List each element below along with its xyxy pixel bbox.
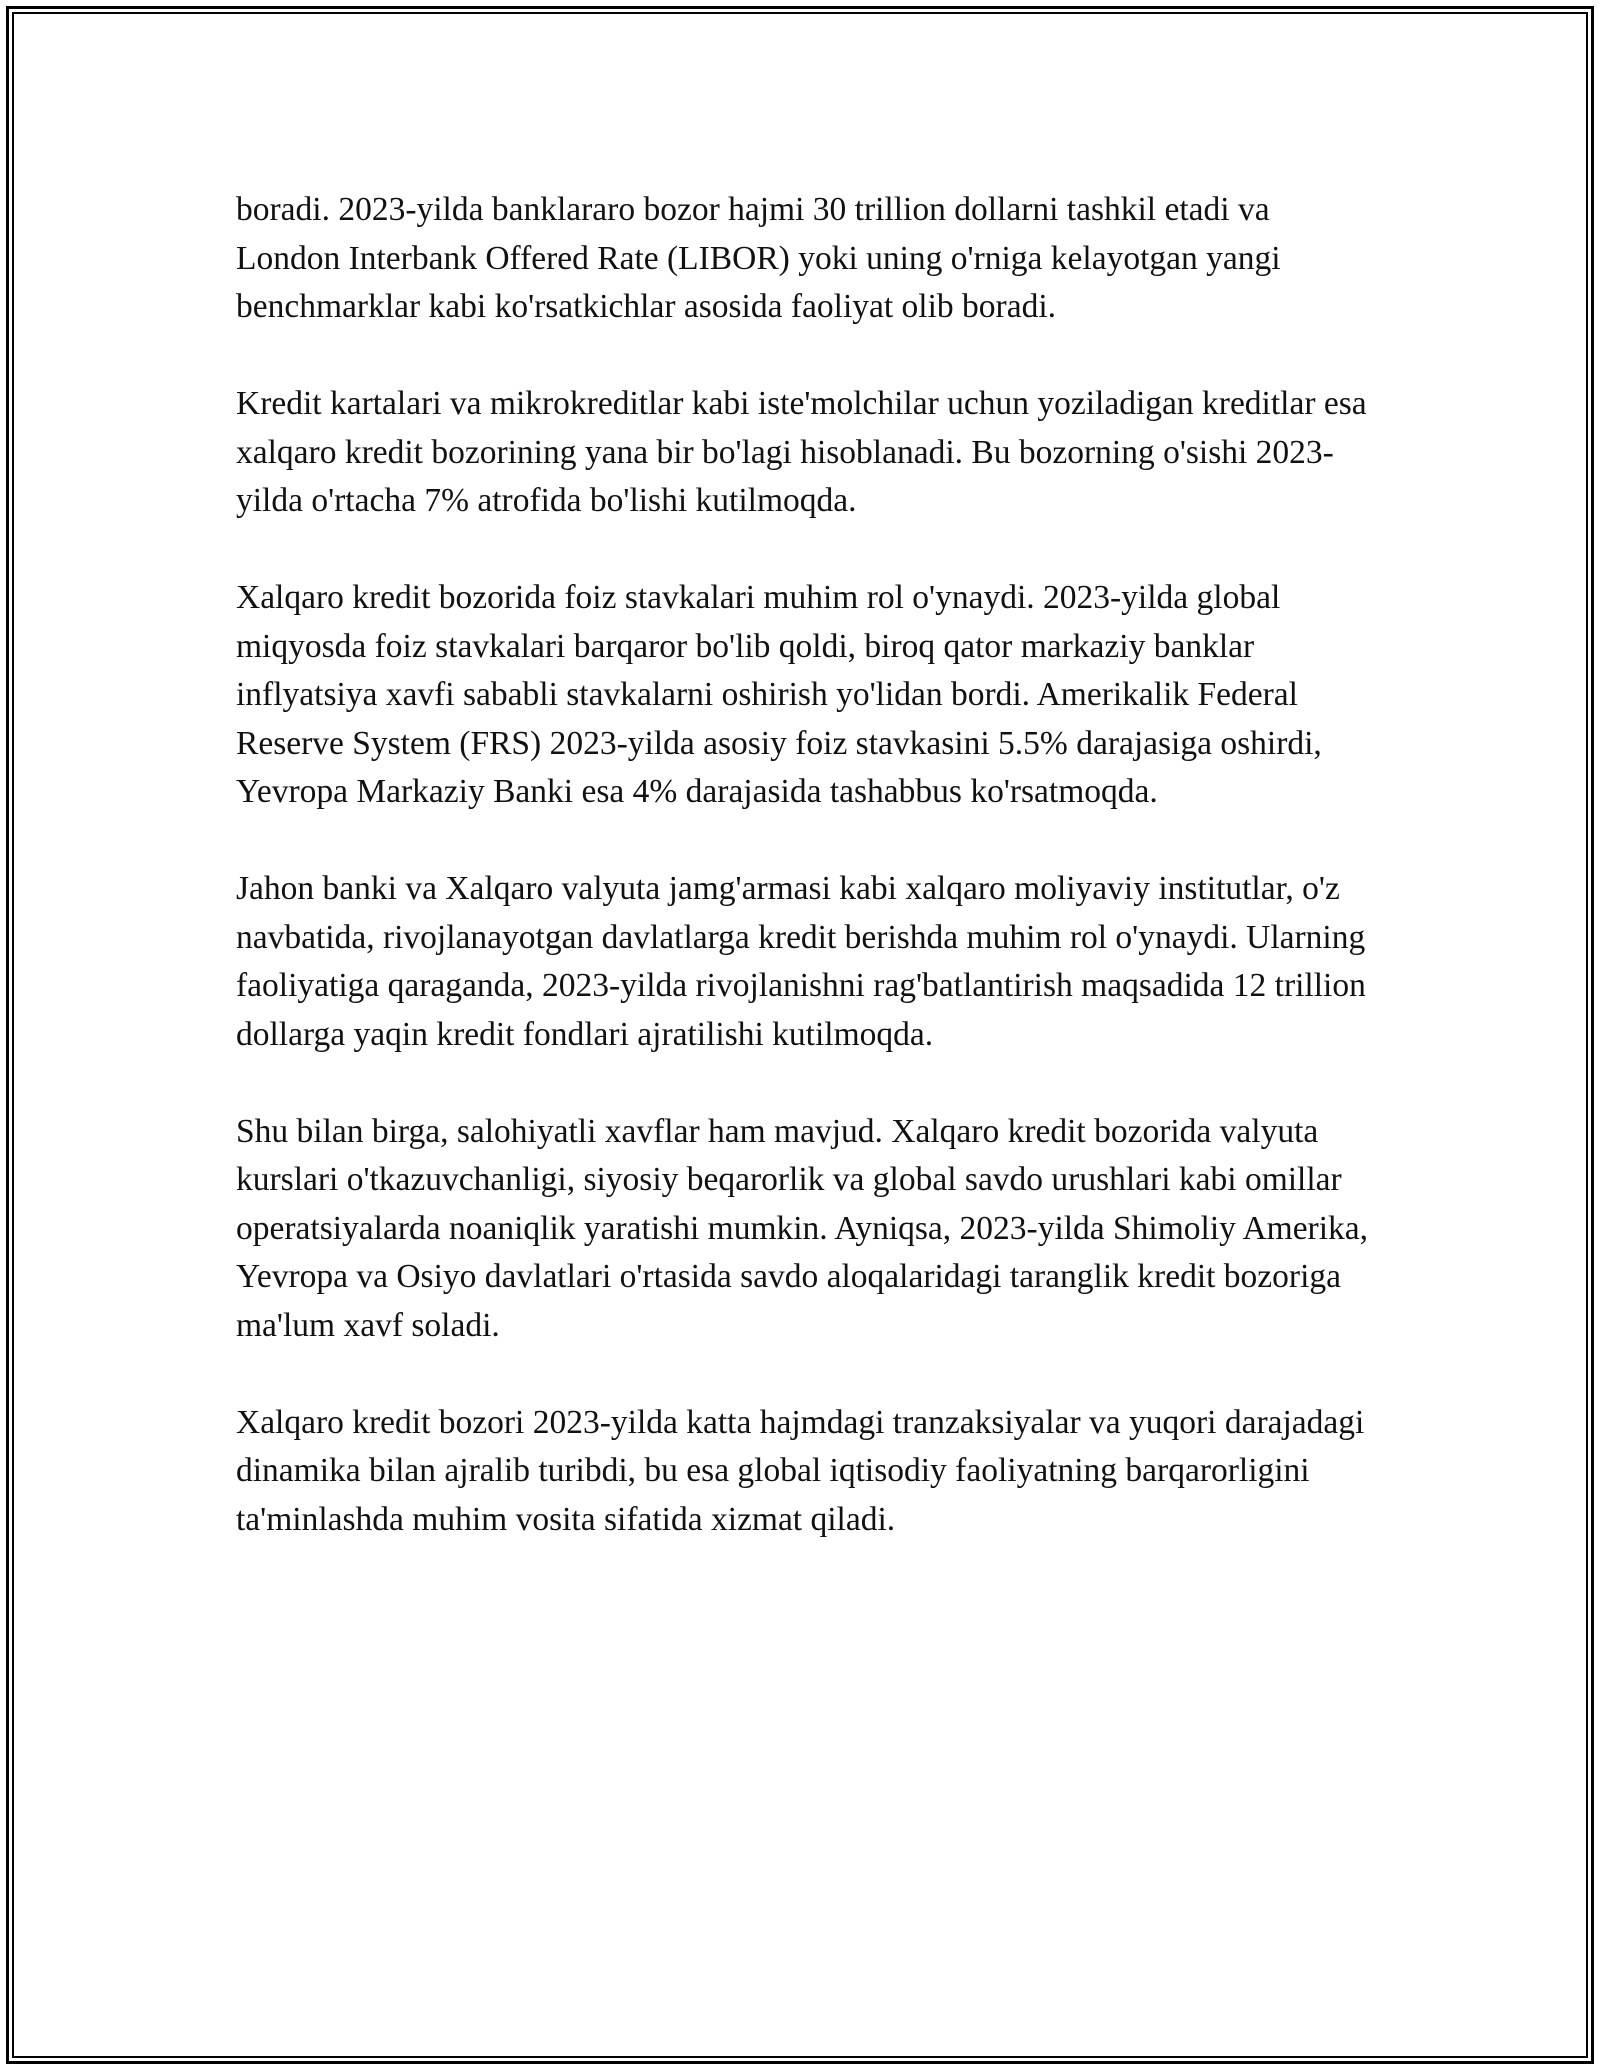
paragraph-risks: Shu bilan birga, salohiyatli xavflar ham mavjud. Xalqaro kredit bozorida valyuta kurslari o'tkazuvchanligi, siyosiy beqarorlik va global savdo urushlari kabi omillar operatsiyalarda noaniqlik yaratishi mumkin. Ayniqsa, 2023-yilda Shimoliy Amerika, Yevropa va Osiyo davlatlari o'rtasida savdo aloqalaridagi taranglik kredit bozoriga ma'lum xavf soladi. bbox=[236, 1112, 1369, 1344]
paragraph-international-institutions: Jahon banki va Xalqaro valyuta jamg'armasi kabi xalqaro moliyaviy institutlar, o'z navbatida, rivojlanayotgan davlatlarga kredit berishda muhim rol o'ynaydi. Ularning faoliyatiga qaraganda, 2023-yilda rivojlanishni rag'batlantirish maqsadida 12 trillion dollarga yaqin kredit fondlari ajratilishi kutilmoqda. bbox=[236, 870, 1366, 1053]
paragraph-interest-rates: Xalqaro kredit bozorida foiz stavkalari muhim rol o'ynaydi. 2023-yilda global miqyosda foiz stavkalari barqaror bo'lib qoldi, biroq qator markaziy banklar inflyatsiya xavfi sababli stavkalarni oshirish yo'lidan bordi. Amerikalik Federal Reserve System (FRS) 2023-yilda asosiy foiz stavkasini 5.5% darajasiga oshirdi, Yevropa Markaziy Banki esa 4% darajasida tashabbus ko'rsatmoqda. bbox=[236, 579, 1322, 810]
paragraph-interbank-market: boradi. 2023-yilda banklararo bozor hajmi 30 trillion dollarni tashkil etadi va London Interbank Offered Rate (LIBOR) yoki uning o'rniga kelayotgan yangi benchmarklar kabi ko'rsatkichlar asosida faoliyat olib boradi. bbox=[236, 191, 1281, 325]
paragraph-consumer-credit: Kredit kartalari va mikrokreditlar kabi iste'molchilar uchun yoziladigan kreditlar esa xalqaro kredit bozorining yana bir bo'lagi hisoblanadi. Bu bozorning o'sishi 2023-yilda o'rtacha 7% atrofida bo'lishi kutilmoqda. bbox=[236, 385, 1367, 519]
paragraph-conclusion: Xalqaro kredit bozori 2023-yilda katta hajmdagi tranzaksiyalar va yuqori darajadagi dinamika bilan ajralib turibdi, bu esa global iqtisodiy faoliyatning barqarorligini ta'minlashda muhim vosita sifatida xizmat qiladi. bbox=[236, 1403, 1365, 1538]
document-body bbox=[236, 186, 1376, 1593]
